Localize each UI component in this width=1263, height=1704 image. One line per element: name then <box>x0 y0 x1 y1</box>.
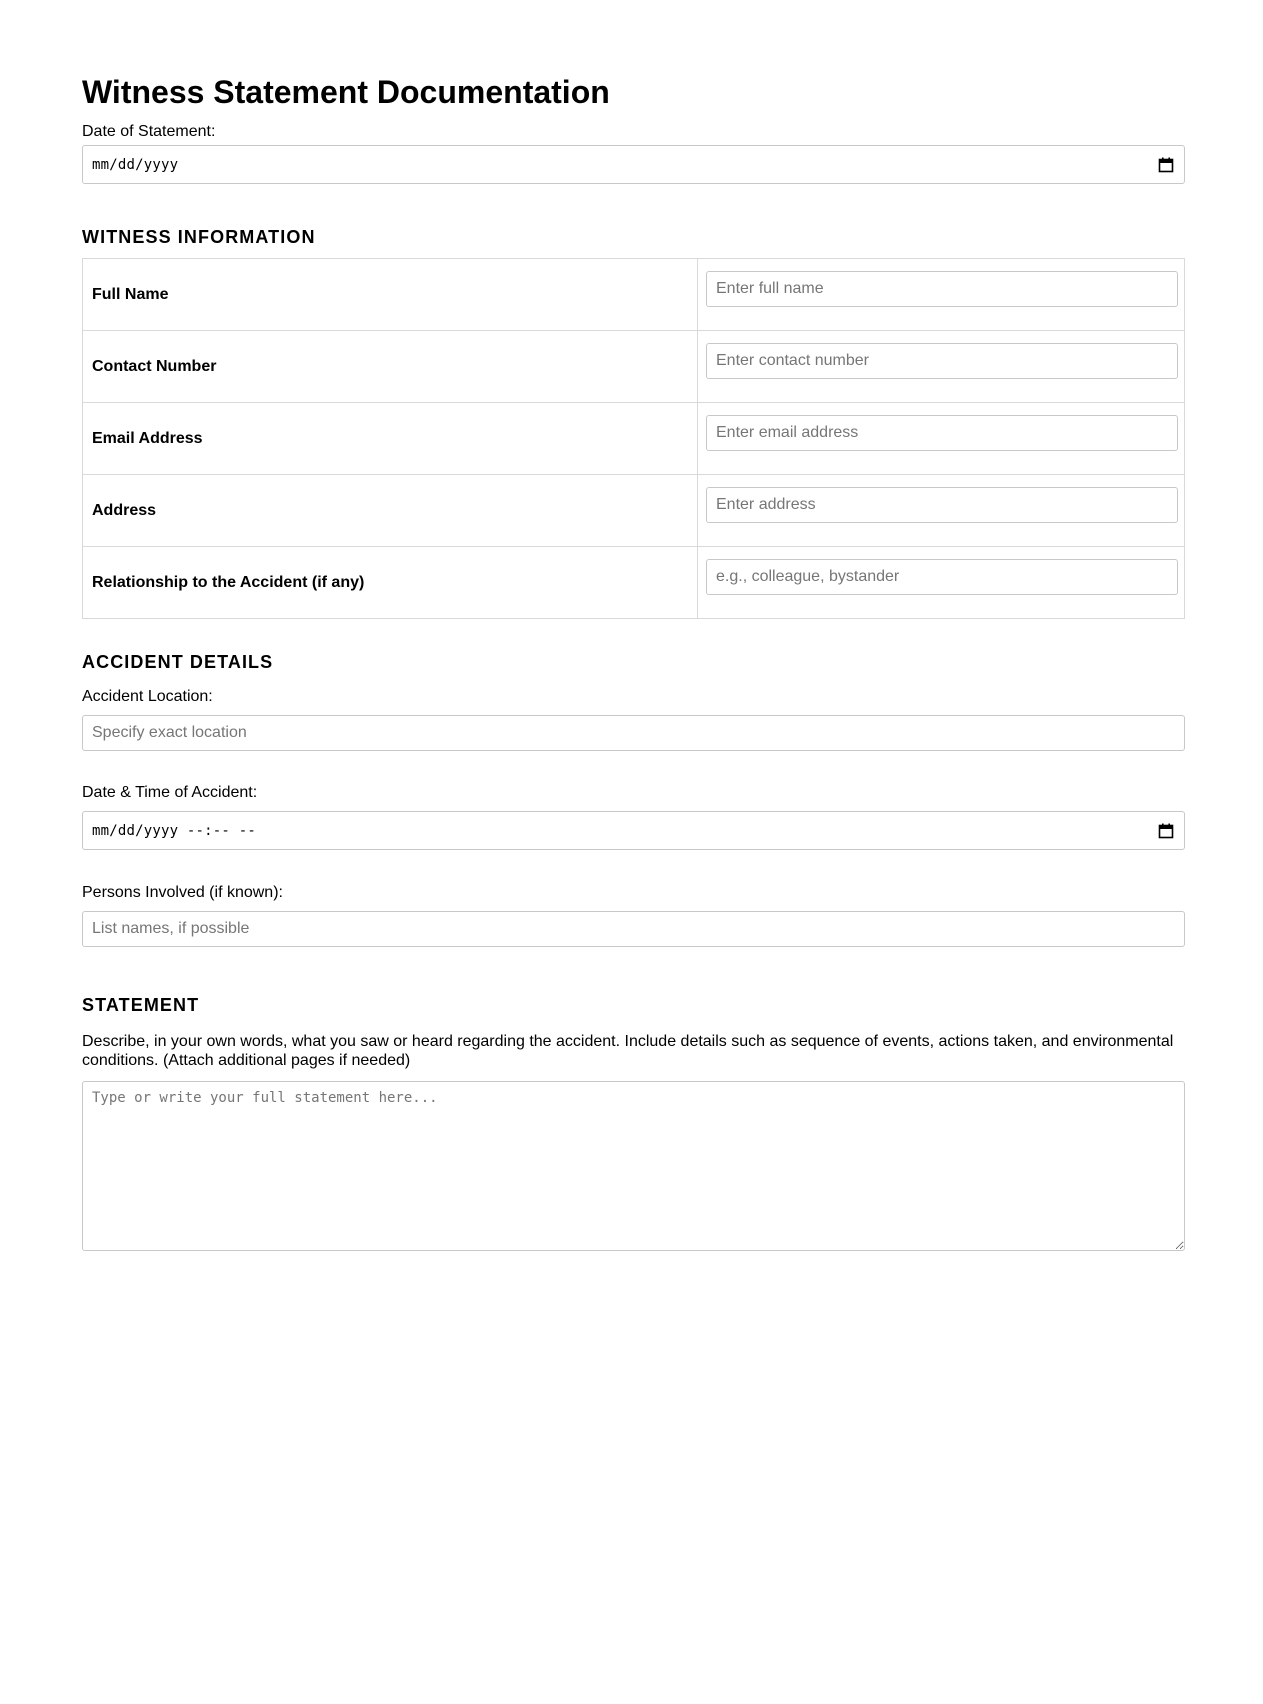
witness-statement-form <box>82 72 1185 1251</box>
accident-datetime-label: Date & Time of Accident: <box>82 784 258 801</box>
relationship-cell <box>698 547 1185 619</box>
full-name-cell <box>698 259 1185 331</box>
table-row <box>83 331 1185 403</box>
accident-location-input[interactable] <box>82 715 1185 751</box>
persons-involved-input[interactable] <box>82 911 1185 947</box>
statement-description: Describe, in your own words, what you saw or heard regarding the accident. Include details such as sequence of events, actions taken, and environmental conditions. (Attach additional pages if needed) <box>82 1033 1174 1069</box>
table-row <box>83 259 1185 331</box>
calendar-icon[interactable] <box>1157 822 1175 840</box>
accident-datetime-input[interactable] <box>82 811 1185 850</box>
statement-date-input[interactable] <box>82 145 1185 184</box>
contact-number-input[interactable] <box>706 343 1178 379</box>
address-label: Address <box>83 475 698 547</box>
calendar-icon[interactable] <box>1157 156 1175 174</box>
persons-involved-label: Persons Involved (if known): <box>82 884 283 901</box>
email-address-cell <box>698 403 1185 475</box>
statement-date-value: mm/dd/yyyy <box>92 156 179 173</box>
email-address-input[interactable] <box>706 415 1178 451</box>
contact-number-cell <box>698 331 1185 403</box>
email-address-label: Email Address <box>83 403 698 475</box>
accident-datetime-value: mm/dd/yyyy --:-- -- <box>92 822 256 839</box>
contact-number-label: Contact Number <box>83 331 698 403</box>
witness-info-table <box>82 258 1185 619</box>
statement-heading: STATEMENT <box>82 995 200 1015</box>
statement-date-label: Date of Statement: <box>82 123 216 140</box>
relationship-label: Relationship to the Accident (if any) <box>83 547 698 619</box>
witness-info-heading: WITNESS INFORMATION <box>82 227 316 247</box>
full-name-label: Full Name <box>83 259 698 331</box>
accident-details-heading: ACCIDENT DETAILS <box>82 652 274 672</box>
page-title: Witness Statement Documentation <box>82 74 610 110</box>
table-row <box>83 547 1185 619</box>
address-input[interactable] <box>706 487 1178 523</box>
accident-location-label: Accident Location: <box>82 688 213 705</box>
statement-textarea[interactable] <box>82 1081 1185 1251</box>
table-row <box>83 475 1185 547</box>
relationship-input[interactable] <box>706 559 1178 595</box>
full-name-input[interactable] <box>706 271 1178 307</box>
address-cell <box>698 475 1185 547</box>
table-row <box>83 403 1185 475</box>
